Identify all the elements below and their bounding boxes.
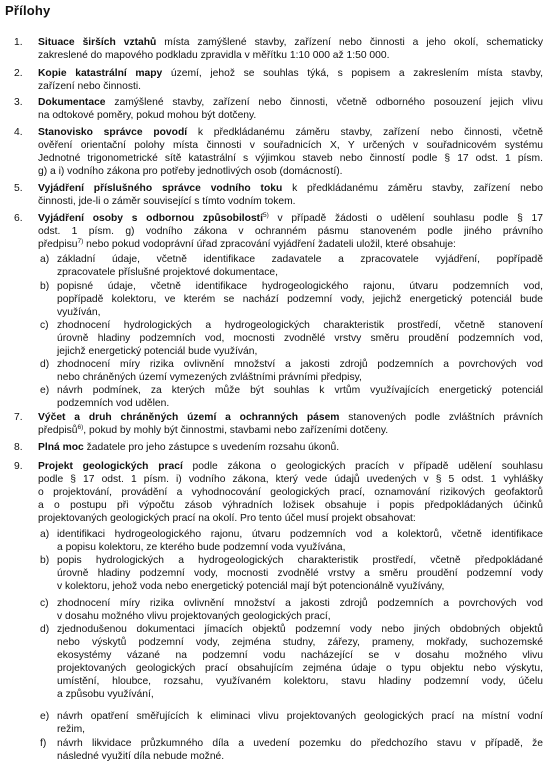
item-number: 3. — [14, 97, 23, 108]
item-text-line: Stanovisko správce povodí k předkládanému záměru stavby, zařízení nebo činnosti, včetně — [38, 127, 543, 138]
item9-subitem-text-line: identifikaci hydrogeologického rajonu, útvaru podzemních vod a kolektorů, včetně identifikace — [57, 529, 543, 540]
item6-subitem-letter: e) — [40, 385, 50, 396]
item9-subitem-text-line: zhodnocení míry rizika ovlivnění množství a jakosti zdrojů podzemních a povrchových vod — [57, 598, 543, 609]
item6-subitem-text-line: základní údaje, včetně identifikace zadavatele a zpracovatele vyjádření, popřípadě — [57, 254, 543, 265]
item9-subitem-text-line: umístění, hloubce, rozsahu, využívaném kolektoru, stavu hladiny podzemní vody, účelu — [57, 676, 543, 687]
item9-subitem-text-line: v dosahu možného vlivu projektovaných geologických prací, — [57, 611, 331, 622]
item-number: 4. — [14, 127, 23, 138]
item9-subitem-letter: e) — [40, 711, 50, 722]
item-text-line: Výčet a druh chráněných území a ochranných pásem stanovených podle zvláštních právních — [38, 412, 543, 423]
item9-subitem-letter: a) — [40, 529, 50, 540]
item6-subitem-letter: c) — [40, 320, 49, 331]
item9-subitem-text-line: úrovně hladiny podzemní vody, mocnosti zvodnělé vrstvy a směru proudění podzemní vody — [57, 568, 543, 579]
item6-subitem-text-line: popřípadě kolektoru, ve kterém se nachází podzemní vody, jejichž energetický potenciál bude — [57, 294, 543, 305]
item6-subitem-text-line: podzemních vod udělen. — [57, 398, 170, 409]
item9-subitem-text-line: v kolektoru, jehož voda nebo energetický potenciál mají být potencionálně využívány, — [57, 581, 445, 592]
item-text-line: ověření orientační polohy místa činnosti v souřadnicích X, Y určených v souřadnicovém systému — [38, 140, 543, 151]
page-heading: Přílohy — [5, 3, 51, 18]
item-text-line: předpisů$^{6)}$, pokud by mohly být činnostmi, stavbami nebo zařízeními dotčeny. — [38, 424, 389, 436]
item-text-line: Kopie katastrální mapy území, jehož se souhlas týká, s popisem a zakreslením místa stavby, — [38, 68, 543, 79]
item-text-line: Vyjádření osoby s odbornou způsobilostí$^{5)}$ v případě žádosti o udělení souhlasu podle § 17 — [38, 212, 543, 224]
item-text-line: podle § 17 odst. 1 písm. i) vodního zákona, který vede údajů uvedených v § 5 odst. 1 vyhlášky — [38, 474, 543, 485]
item-number: 8. — [14, 442, 23, 453]
item6-subitem-text-line: jejichž energetický potenciál bude využíván, — [57, 346, 258, 357]
item-number: 1. — [14, 37, 23, 48]
item9-subitem-text-line: návrh opatření směřujících k eliminaci vlivu projektovaných geologických prací na místní vodní — [57, 711, 543, 722]
item-number: 7. — [14, 412, 23, 423]
item-text-line: zařízení nebo činnosti. — [38, 81, 142, 92]
item9-subitem-text-line: nebo výskytů podzemní vody, zejména studny, zářezy, prameny, mokřady, suchozemské — [57, 637, 543, 648]
item-text-line: Plná moc žadatele pro jeho zástupce s uvedením rozsahu úkonů. — [38, 442, 340, 453]
item9-subitem-text-line: a popisu kolektoru, ze kterého bude podzemní voda využívána, — [57, 542, 346, 553]
item9-subitem-text-line: režim, — [57, 724, 86, 735]
item9-subitem-text-line: a způsobu využívání, — [57, 689, 154, 700]
item-text-line: odst. 1 písm. g) vodního zákona v ochranném pásmu stanoveném podle jiného právního — [38, 226, 543, 237]
item-text-line: a o postupu při výpočtu zásob výhradních ložisek obsahuje i popis předpokládaných účinků — [38, 500, 543, 511]
item-text-line: Projekt geologických prací podle zákona o geologických pracích v případě udělení souhlasu — [38, 461, 543, 472]
item6-subitem-text-line: úrovně hladiny podzemních vod, mocnosti zvodnělé vrstvy směru proudění podzemních vod, — [57, 333, 543, 344]
item6-subitem-letter: b) — [40, 281, 50, 292]
item-number: 6. — [14, 213, 23, 224]
item-text-line: o projektování, provádění a vyhodnocování geologických prací, oznamování rizikových geofaktorů — [38, 487, 543, 498]
item-text-line: Dokumentace zamýšlené stavby, zařízení nebo činnosti, včetně odborného posouzení jejich vlivu — [38, 97, 543, 108]
item-text-line: na odtokové poměry, pokud mohou být dotčeny. — [38, 110, 257, 121]
item6-subitem-text-line: návrh podmínek, za kterých může být souhlas k vrtům využívajících energetický potenciál — [57, 385, 543, 396]
item6-subitem-text-line: využíván, — [57, 307, 101, 318]
item6-subitem-text-line: zpracovatele příslušné projektové dokumentace, — [57, 267, 278, 278]
item-text-line: zakreslené do mapového podkladu zpravidla v měřítku 1:10 000 až 1:50 000. — [38, 50, 390, 61]
item9-subitem-letter: b) — [40, 555, 50, 566]
item-text-line: předpisu$^{7)}$ nebo pokud vodoprávní úřad zpracování vyjádření žadateli uložil, které obsahuje: — [38, 238, 456, 250]
item-text-line: Vyjádření příslušného správce vodního toku k předkládanému záměru stavby, zařízení nebo — [38, 183, 543, 194]
item-number: 5. — [14, 183, 23, 194]
item9-subitem-letter: c) — [40, 598, 49, 609]
item6-subitem-letter: a) — [40, 254, 50, 265]
item9-subitem-letter: f) — [40, 738, 47, 749]
item6-subitem-text-line: zhodnocení hydrologických a hydrogeologických charakteristik prostředí, včetně stanovení — [57, 320, 543, 331]
item-text-line: Jednotné trigonometrické sítě katastrální s výjimkou staveb nebo činností podle § 17 odst. 1 písm. — [38, 153, 543, 164]
item-text-line: činnosti, jde-li o záměr související s tímto vodním tokem. — [38, 196, 296, 207]
item9-subitem-text-line: návrh likvidace průzkumného díla a uvedení pozemku do předchozího stavu v případě, že — [57, 738, 543, 749]
item9-subitem-text-line: popis hydrologických a hydrogeologických charakteristik prostředí, včetně předpokládané — [57, 555, 543, 566]
item-text-line: Situace širších vztahů místa zamýšlené stavby, zařízení nebo činnosti a jeho okolí, schematicky — [38, 37, 543, 48]
item-number: 2. — [14, 68, 23, 79]
item6-subitem-letter: d) — [40, 359, 50, 370]
item-text-line: projektovaných geologických prací na okolí. Pro tento účel musí projekt obsahovat: — [38, 513, 416, 524]
item-number: 9. — [14, 461, 23, 472]
item6-subitem-text-line: nebo chráněných území vymezených zvláštními právními předpisy, — [57, 372, 362, 383]
item9-subitem-text-line: zjednodušenou dokumentaci jímacích objektů podzemní vody nebo jiných obdobných objektů — [57, 624, 543, 635]
item9-subitem-text-line: následné využití díla nebude možné. — [57, 751, 225, 762]
item9-subitem-text-line: ekosystémy vázané na podzemní vodu nacházející se v dosahu možného vlivu — [57, 650, 543, 661]
item-text-line: g) a i) vodního zákona pro potřeby jednotlivých osob (domácností). — [38, 166, 343, 177]
item6-subitem-text-line: zhodnocení míry rizika ovlivnění množství a jakosti zdrojů podzemních a povrchových vod — [57, 359, 543, 370]
item6-subitem-text-line: popisné údaje, včetně identifikace hydrogeologického rajonu, útvaru podzemních vod, — [57, 281, 543, 292]
item9-subitem-text-line: projektovaných geologických prací obsahujícím zejména údaje o typu objektu nebo výskytu, — [57, 663, 543, 674]
item9-subitem-letter: d) — [40, 624, 50, 635]
